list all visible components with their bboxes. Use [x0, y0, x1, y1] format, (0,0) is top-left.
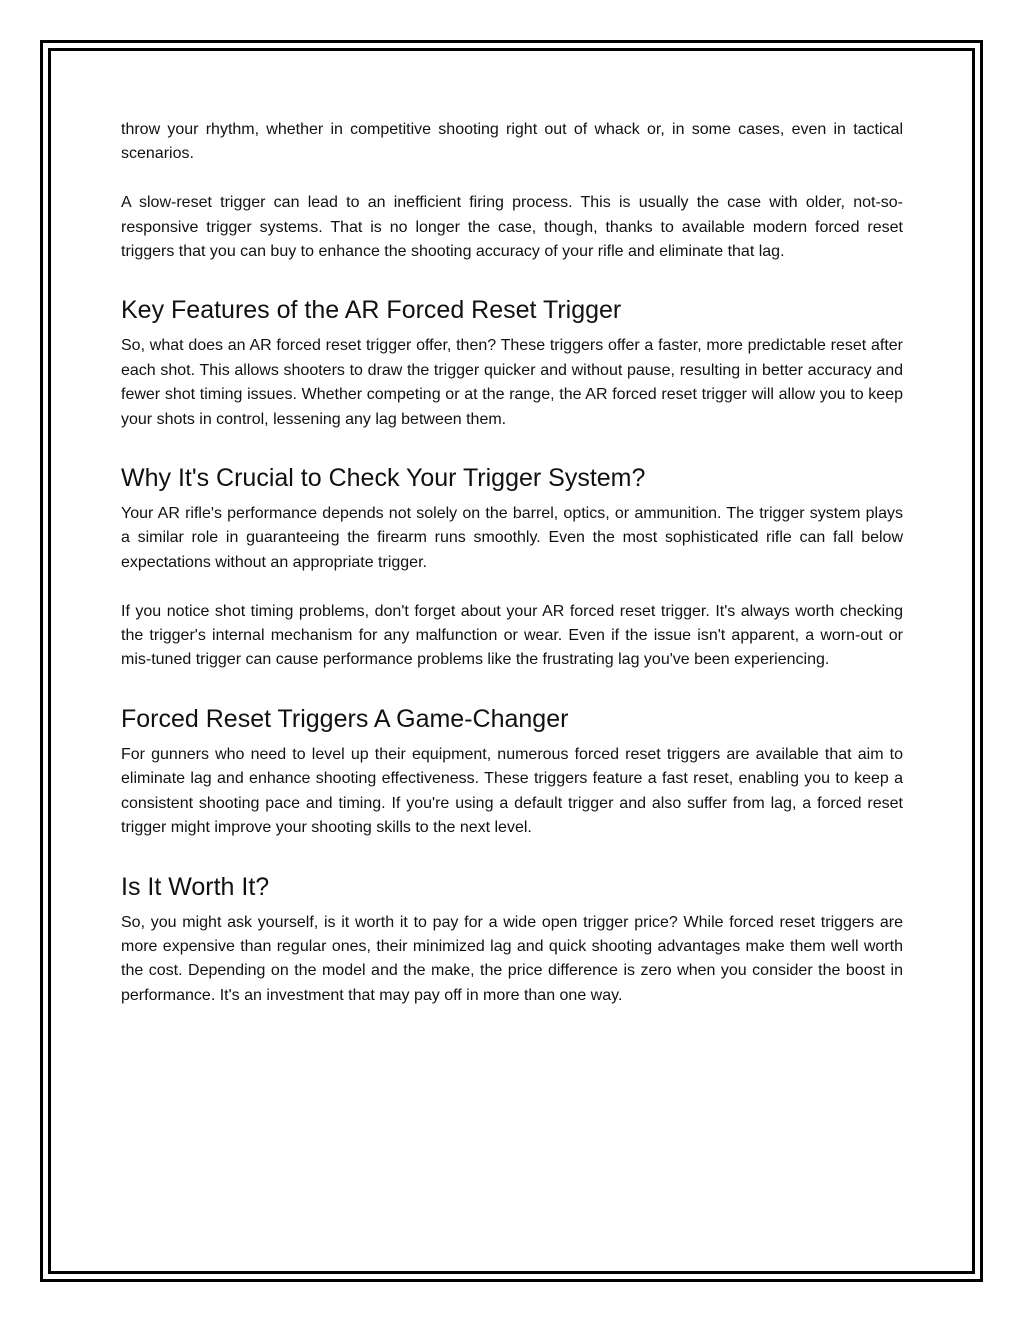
intro-paragraph-1: throw your rhythm, whether in competitive shooting right out of whack or, in some cases, even in tactical scenarios.: [121, 121, 903, 163]
section-heading-check-trigger: Why It's Crucial to Check Your Trigger System?: [121, 464, 646, 493]
intro-paragraph-2: A slow-reset trigger can lead to an inefficient firing process. This is usually the case with older, not-so-responsive trigger systems. That is no longer the case, though, thanks to available modern forced reset triggers that you can buy to enhance the shooting accuracy of your rifle and eliminate that lag.: [121, 194, 903, 261]
key-features-paragraph: So, what does an AR forced reset trigger offer, then? These triggers offer a faster, more predictable reset after each shot. This allows shooters to draw the trigger quicker and without pause, resulting in better accuracy and fewer shot timing issues. Whether competing or at the range, the AR forced reset trigger will allow you to keep your shots in control, lessening any lag between them.: [121, 337, 903, 428]
section-heading-key-features: Key Features of the AR Forced Reset Trigger: [121, 296, 622, 325]
document-body: [121, 118, 903, 1008]
section-heading-worth-it: Is It Worth It?: [121, 872, 270, 901]
check-trigger-paragraph-1: Your AR rifle's performance depends not solely on the barrel, optics, or ammunition. The trigger system plays a similar role in guaranteeing the firearm runs smoothly. Even the most sophisticated rifle can fall below expectations without an appropriate trigger.: [121, 505, 903, 571]
worth-it-paragraph: So, you might ask yourself, is it worth it to pay for a wide open trigger price? While forced reset triggers are more expensive than regular ones, their minimized lag and quick shooting advantages make them well worth the cost. Depending on the model and the make, the price difference is zero when you consider the boost in performance. It's an investment that may pay off in more than one way.: [121, 913, 903, 1004]
section-heading-game-changer: Forced Reset Triggers A Game-Changer: [121, 704, 569, 733]
check-trigger-paragraph-2: If you notice shot timing problems, don't forget about your AR forced reset trigger. It's always worth checking the trigger's internal mechanism for any malfunction or wear. Even if the issue isn't apparent, a worn-out or mis-tuned trigger can cause performance problems like the frustrating lag you've been experiencing.: [121, 602, 903, 669]
game-changer-paragraph: For gunners who need to level up their equipment, numerous forced reset triggers are available that aim to eliminate lag and enhance shooting effectiveness. These triggers feature a fast reset, enabling you to keep a consistent shooting pace and timing. If you're using a default trigger and also suffer from lag, a forced reset trigger might improve your shooting skills to the next level.: [121, 745, 903, 837]
